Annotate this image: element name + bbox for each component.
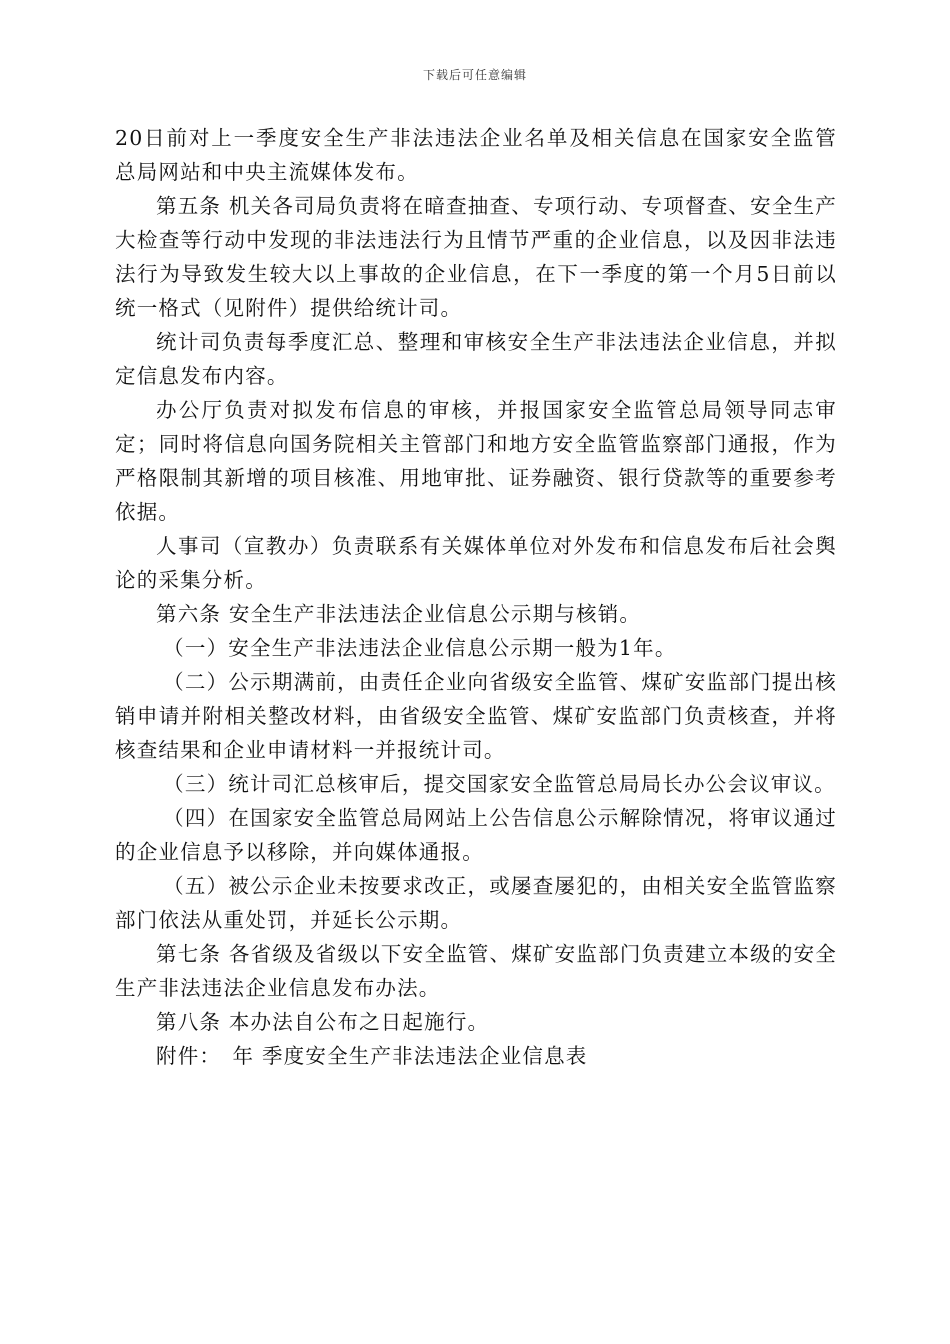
paragraph-article-6: 第六条 安全生产非法违法企业信息公示期与核销。 xyxy=(156,602,642,626)
paragraph-article-5: 第五条 机关各司局负责将在暗查抽查、专项行动、专项督查、安全生产大检查等行动中发现的非法违法行为且情节严重的企业信息，以及因非法违法行为导致发生较大以上事故的企业信息，在下一季度的第一个月5日前以统一格式（见附件）提供给统计司。 xyxy=(115,194,837,320)
paragraph-attachment: 附件： 年 季度安全生产非法违法企业信息表 xyxy=(156,1044,588,1068)
paragraph-article-8: 第八条 本办法自公布之日起施行。 xyxy=(156,1010,490,1034)
paragraph-statistics-dept: 统计司负责每季度汇总、整理和审核安全生产非法违法企业信息，并拟定信息发布内容。 xyxy=(115,330,837,388)
paragraph-article-7: 第七条 各省级及省级以下安全监管、煤矿安监部门负责建立本级的安全生产非法违法企业信息发布办法。 xyxy=(115,942,837,1000)
paragraph-item-1: （一）安全生产非法违法企业信息公示期一般为1年。 xyxy=(163,636,677,660)
paragraph-item-5: （五）被公示企业未按要求改正，或屡查屡犯的，由相关安全监管监察部门依法从重处罚，并延长公示期。 xyxy=(115,874,837,932)
paragraph-general-office: 办公厅负责对拟发布信息的审核，并报国家安全监管总局领导同志审定；同时将信息向国务院相关主管部门和地方安全监管监察部门通报，作为严格限制其新增的项目核准、用地审批、证券融资、银行贷款等的重要参考依据。 xyxy=(115,398,837,524)
paragraph-item-3: （三）统计司汇总核审后，提交国家安全监管总局局长办公会议审议。 xyxy=(163,772,836,796)
paragraph-item-2: （二）公示期满前，由责任企业向省级安全监管、煤矿安监部门提出核销申请并附相关整改材料，由省级安全监管、煤矿安监部门负责核查，并将核查结果和企业申请材料一并报统计司。 xyxy=(115,670,837,762)
paragraph-personnel-dept: 人事司（宣教办）负责联系有关媒体单位对外发布和信息发布后社会舆论的采集分析。 xyxy=(115,534,837,592)
document-body xyxy=(115,121,837,1073)
paragraph-item-4: （四）在国家安全监管总局网站上公告信息公示解除情况，将审议通过的企业信息予以移除，并向媒体通报。 xyxy=(115,806,837,864)
paragraph-continuation: 20日前对上一季度安全生产非法违法企业名单及相关信息在国家安全监管总局网站和中央主流媒体发布。 xyxy=(115,126,837,184)
page-header: 下载后可任意编辑 xyxy=(422,68,527,82)
